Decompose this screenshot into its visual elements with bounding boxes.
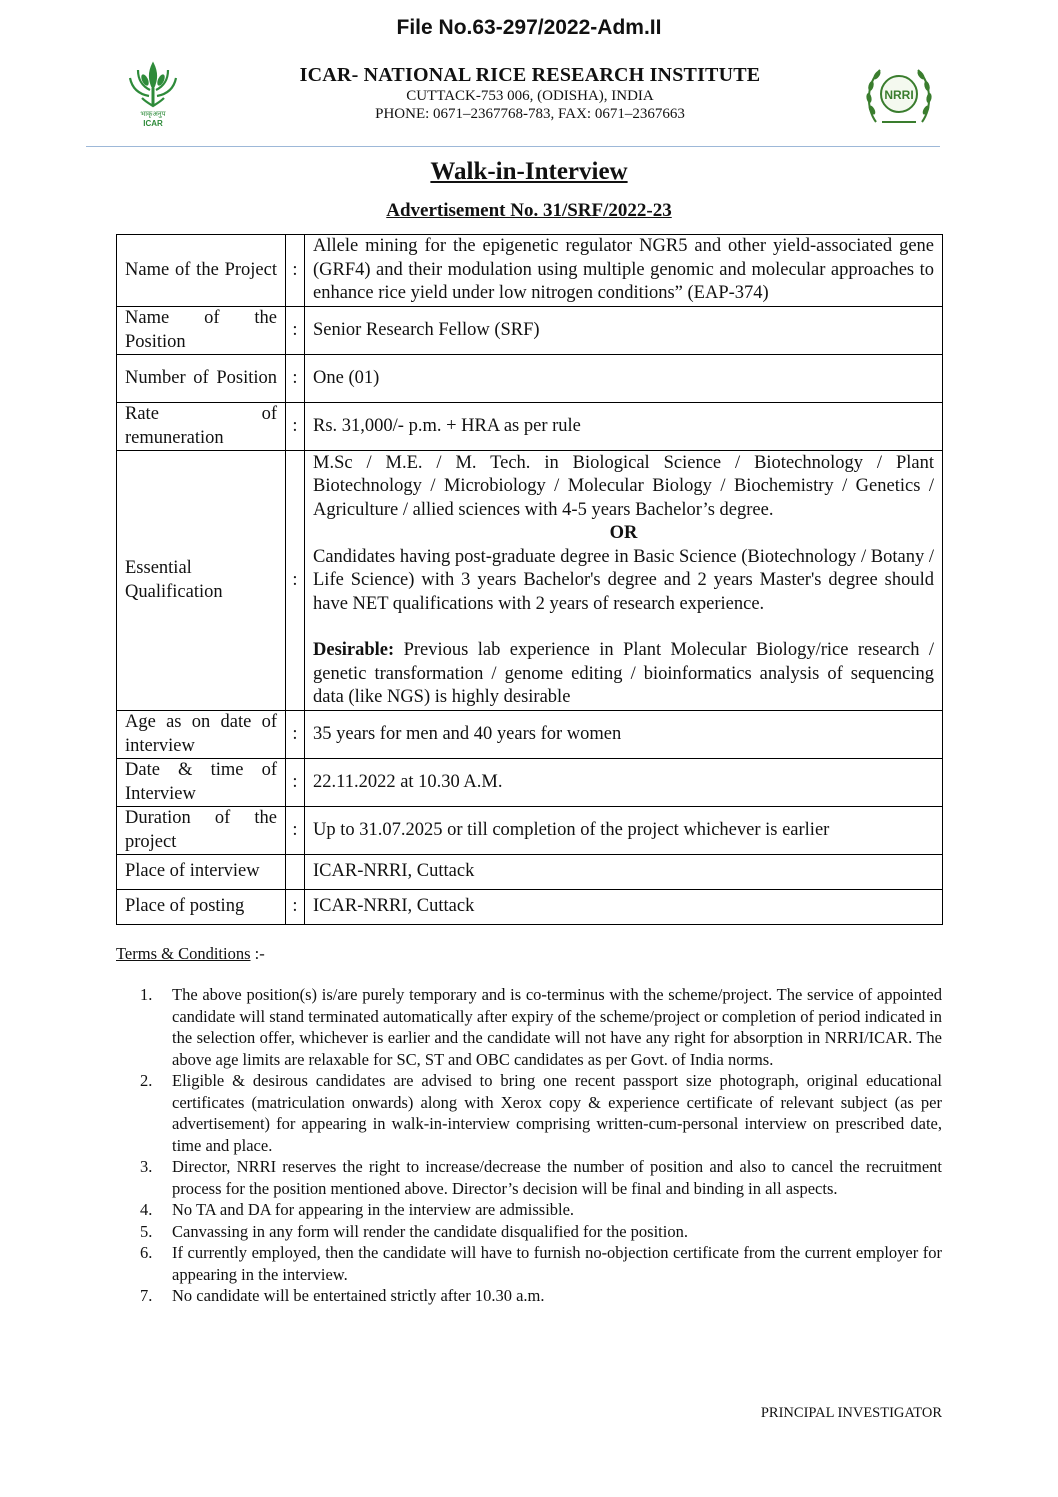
list-item [136, 1221, 942, 1243]
item-text: No candidate will be entertained strictly after 10.30 a.m. [172, 1286, 545, 1305]
item-number: 7. [140, 1286, 153, 1305]
item-text: No TA and DA for appearing in the interview are admissible. [172, 1200, 575, 1219]
row-label: Date & time of Interview [117, 759, 286, 807]
row-colon: : [286, 890, 305, 925]
table-row [117, 235, 943, 307]
row-colon: : [286, 235, 305, 307]
table-row [117, 855, 943, 890]
list-item [136, 1199, 942, 1221]
item-number: 3. [140, 1157, 153, 1176]
institute-header [170, 64, 890, 124]
list-item [136, 1156, 942, 1199]
page-title: Walk-in-Interview [430, 158, 628, 185]
row-label: Name of the Project [117, 235, 286, 307]
header-divider [86, 146, 940, 147]
row-value: ICAR-NRRI, Cuttack [305, 855, 943, 890]
nrri-logo-label: NRRI [884, 88, 914, 102]
row-colon: : [286, 807, 305, 855]
row-colon: : [286, 307, 305, 355]
row-colon: : [286, 403, 305, 451]
nrri-logo [860, 60, 938, 132]
row-value: Senior Research Fellow (SRF) [305, 307, 943, 355]
table-row [117, 711, 943, 759]
row-colon: : [286, 711, 305, 759]
row-label: Number of Position [117, 355, 286, 403]
list-item [136, 984, 942, 1070]
row-value: Rs. 31,000/- p.m. + HRA as per rule [305, 403, 943, 451]
icar-logo-hindi: भाकृअनुप [140, 111, 166, 118]
file-number: File No.63-297/2022-Adm.II [396, 16, 662, 39]
row-label: Duration of the project [117, 807, 286, 855]
list-item [136, 1242, 942, 1285]
item-number: 1. [140, 985, 153, 1004]
row-colon: : [286, 759, 305, 807]
table-row [117, 759, 943, 807]
qualification-alternate: Candidates having post-graduate degree in Basic Science (Biotechnology / Botany / Life Science) with 3 years Bachelor's degree and 2 years Master's degree should have NET qualifications with 2 years of research experience. [313, 546, 934, 614]
row-label: Age as on date of interview [117, 711, 286, 759]
table-row [117, 355, 943, 403]
row-value: Allele mining for the epigenetic regulator NGR5 and other yield-associated gene (GRF4) and their modulation using multiple genomic and molecular approaches to enhance rice yield under low nitrogen conditions” (EAP-374) [305, 235, 943, 307]
item-number: 5. [140, 1221, 153, 1241]
terms-heading-text: Terms & Conditions [116, 944, 251, 963]
table-row [117, 403, 943, 451]
row-value: 22.11.2022 at 10.30 A.M. [305, 759, 943, 807]
row-colon [286, 855, 305, 890]
item-number: 4. [140, 1200, 153, 1219]
item-text: The above position(s) is/are purely temporary and is co-terminus with the scheme/project. The service of appointed candidate will stand terminated automatically after expiry of the scheme/project or completion of period indicated in the selection offer, whichever is earlier and the candidate will not have any right for absorption in NRRI/ICAR. The above age limits are relaxable for SC, ST and OBC candidates as per Govt. of India norms. [172, 985, 942, 1069]
row-value: 35 years for men and 40 years for women [305, 711, 943, 759]
table-row [117, 807, 943, 855]
signature-designation: PRINCIPAL INVESTIGATOR [760, 1405, 942, 1421]
list-item [136, 1070, 942, 1156]
item-number: 2. [140, 1071, 153, 1090]
terms-heading-suffix: :- [250, 944, 265, 963]
row-label: Essential Qualification [117, 451, 286, 711]
row-colon: : [286, 451, 305, 711]
table-row [117, 451, 943, 711]
details-table [116, 234, 943, 925]
row-value [305, 451, 943, 711]
row-value: ICAR-NRRI, Cuttack [305, 890, 943, 925]
row-label: Rate of remuneration [117, 403, 286, 451]
row-colon: : [286, 355, 305, 403]
row-label: Name of the Position [117, 307, 286, 355]
institute-name: ICAR- NATIONAL RICE RESEARCH INSTITUTE [299, 64, 761, 86]
table-row [117, 890, 943, 925]
item-text: If currently employed, then the candidate will have to furnish no-objection certificate from the current employer for appearing in the interview. [172, 1243, 942, 1284]
row-value: One (01) [305, 355, 943, 403]
institute-address: CUTTACK-753 006, (ODISHA), INDIA [406, 88, 654, 104]
item-text: Eligible & desirous candidates are advised to bring one recent passport size photograph, original educational certificates (matriculation onwards) along with Xerox copy & experience certificate of relevant subject (as per advertisement) for appearing in walk-in-interview comprising written-cum-personal interview on prescribed date, time and place. [172, 1071, 942, 1155]
row-label: Place of posting [117, 890, 286, 925]
table-row [117, 307, 943, 355]
list-item [136, 1285, 942, 1307]
nrri-emblem-icon [860, 60, 938, 132]
advertisement-number: Advertisement No. 31/SRF/2022-23 [386, 200, 672, 221]
terms-heading [116, 944, 265, 964]
institute-phone: PHONE: 0671–2367768-783, FAX: 0671–2367663 [375, 106, 685, 122]
qualification-or: OR [609, 523, 638, 543]
desirable-label: Desirable: [313, 640, 395, 660]
item-number: 6. [140, 1243, 153, 1262]
row-label: Place of interview [117, 855, 286, 890]
row-value: Up to 31.07.2025 or till completion of the project whichever is earlier [305, 807, 943, 855]
desirable-text: Previous lab experience in Plant Molecular Biology/rice research / genetic transformation / genome editing / bioinformatics analysis of sequencing data (like NGS) is highly desirable [313, 640, 934, 707]
icar-logo-label: ICAR [143, 119, 163, 128]
item-text: Canvassing in any form will render the candidate disqualified for the position. [172, 1221, 688, 1241]
item-text: Director, NRRI reserves the right to increase/decrease the number of position and also to cancel the recruitment process for the position mentioned above. Director’s decision will be final and binding in all aspects. [172, 1157, 942, 1198]
qualification-desirable [313, 639, 934, 710]
terms-list [136, 984, 942, 1307]
qualification-primary: M.Sc / M.E. / M. Tech. in Biological Science / Biotechnology / Plant Biotechnology / Microbiology / Molecular Biology / Biochemistry / Genetics / Agriculture / allied sciences with 4-5 years Bachelor’s degree. [313, 452, 934, 520]
